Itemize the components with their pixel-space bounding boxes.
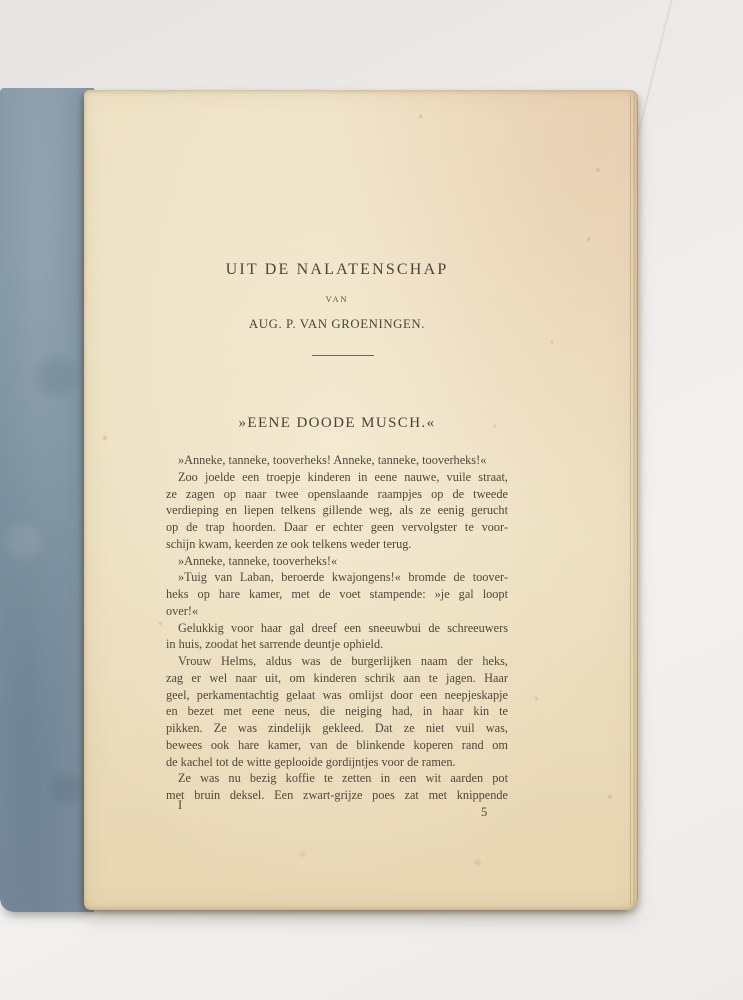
body-line: Zoo joelde een troepje kinderen in eene nauwe, vuile straat, (178, 469, 508, 484)
body-line: verdieping en liepen telkens gillende weg, als ze eenig gerucht (166, 503, 508, 518)
body-line: heks op hare kamer, met de voet stampende: »je gal loopt (166, 587, 508, 601)
foxing-spot (102, 435, 108, 441)
body-line: Vrouw Helms, aldus was de burgerlijken naam der heks, (178, 654, 508, 668)
half-title-author: AUG. P. VAN GROENINGEN. (248, 317, 426, 331)
body-line: over!« (166, 603, 199, 618)
foxing-spot (550, 340, 554, 344)
body-line: en bezet met eene neus, die neiging had, in haar kin te (166, 704, 508, 719)
story-title: »EENE DOODE MUSCH.« (238, 415, 436, 431)
backdrop-scratch (637, 0, 674, 138)
body-line: met bruin deksel. Een zwart-grijze poes zat met knippende (166, 788, 508, 802)
foxing-spot (472, 858, 483, 867)
body-line: geel, perkamentachtig gelaat was omlijst door een neepjeskapje (166, 687, 508, 702)
body-line: op de trap hoorden. Daar er echter geen vervolgster te voor- (166, 520, 508, 534)
body-line: schijn kwam, keerden ze ook telkens weder terug. (166, 536, 412, 551)
body-line: bewees ook hare kamer, van de blinkende koperen rand om (166, 737, 508, 752)
body-text (166, 452, 508, 804)
signature-mark: I (178, 798, 183, 812)
body-line: de kachel tot de witte geplooide gordijntjes voor de ramen. (166, 754, 456, 769)
ornament-rule (312, 355, 374, 356)
body-line: »Tuig van Laban, beroerde kwajongens!« bromde de toover- (178, 570, 508, 585)
body-line: in huis, zoodat het sarrende deuntje ophield. (166, 637, 384, 652)
half-title-line1: UIT DE NALATENSCHAP (225, 261, 449, 278)
half-title-van: VAN (325, 294, 349, 304)
foxing-spot (595, 167, 601, 173)
foxing-spot (534, 696, 539, 701)
body-line: zag er wel naar uit, om kinderen schrik aan te jagen. Haar (166, 670, 508, 685)
body-line: pikken. Ze was zindelijk gekleed. Dat ze niet vuil was, (166, 721, 508, 735)
page-number: 5 (481, 805, 488, 819)
foxing-spot (607, 794, 613, 800)
book-cover (0, 88, 94, 912)
page-edge-stack (629, 95, 638, 905)
foxing-spot (298, 850, 307, 858)
body-line: ze zagen op naar twee openslaande raampjes op de tweede (166, 486, 508, 501)
foxing-spot (418, 114, 423, 119)
body-line: »Anneke, tanneke, tooverheks! Anneke, tanneke, tooverheks!« (178, 453, 487, 467)
body-line: Gelukkig voor haar gal dreef een sneeuwbui de schreeuwers (178, 620, 508, 635)
book-page (84, 90, 638, 910)
foxing-spot (158, 621, 163, 626)
page-footer (166, 798, 508, 822)
foxing-spot (586, 237, 591, 242)
body-line: Ze was nu bezig koffie te zetten in een wit aarden pot (178, 771, 508, 786)
body-line: »Anneke, tanneke, tooverheks!« (178, 553, 338, 568)
